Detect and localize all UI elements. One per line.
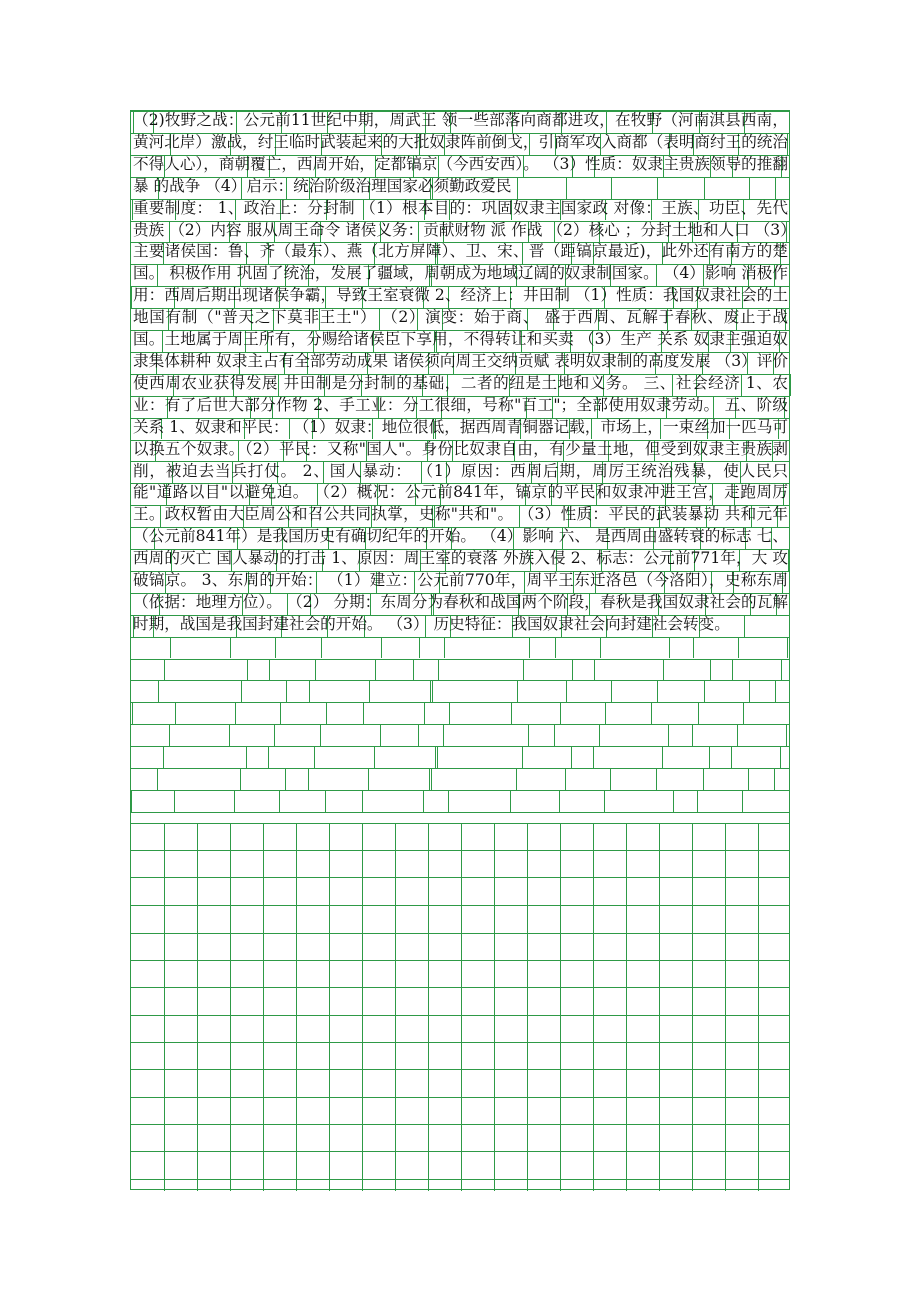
grid-line (559, 790, 560, 812)
grid-line (240, 768, 241, 790)
grid-line (235, 702, 236, 724)
grid-line (787, 637, 788, 659)
grid-line (363, 702, 364, 724)
grid-line (565, 768, 566, 790)
grid-line (527, 823, 528, 1191)
grid-line (438, 659, 439, 681)
grid-line (663, 659, 664, 681)
grid-line (668, 724, 669, 746)
grid-line (326, 702, 327, 724)
grid-line (731, 746, 732, 768)
grid-line (368, 768, 369, 790)
grid-line (308, 768, 309, 790)
grid-line (697, 790, 698, 812)
grid-line (692, 823, 693, 1191)
grid-line (786, 724, 787, 746)
grid-line (790, 374, 791, 396)
grid-line (443, 724, 444, 746)
grid-line (329, 823, 330, 1191)
grid-line (788, 549, 789, 571)
grid-line (704, 680, 705, 702)
grid-line (789, 461, 790, 483)
grid-line (230, 637, 231, 659)
grid-line (131, 790, 789, 791)
grid-line (163, 746, 164, 768)
grid-line (247, 659, 248, 681)
grid-line (131, 680, 789, 681)
grid-line (651, 702, 652, 724)
grid-line (593, 823, 594, 1191)
grid-line (419, 637, 420, 659)
grid-line (554, 724, 555, 746)
grid-line (611, 680, 612, 702)
grid-line (748, 768, 749, 790)
paragraph-muye-battle: （2)牧野之战：公元前11世纪中期，周武王 领一些部落向商都进攻，在牧野（河南淇县西南，黄河北岸）激战，纣王临时武装起来的大批奴隶阵前倒戈，引商军攻入商都（表明商纣王的统治不得人心），商朝覆亡，西周开始，定都镐京（今西安西）。 （3）性质：奴隶主贵族领导的推翻暴 的战争 （4）启示：统治阶级治理国家必须勤政爱民 (133, 111, 788, 195)
grid-line (725, 823, 726, 1191)
grid-line (435, 746, 436, 768)
grid-line (174, 790, 175, 812)
grid-line (132, 702, 133, 724)
grid-line (599, 724, 600, 746)
grid-line (657, 680, 658, 702)
grid-line (572, 659, 573, 681)
grid-line (626, 823, 627, 1191)
grid-line (444, 637, 445, 659)
grid-line (529, 637, 530, 659)
grid-line (703, 768, 704, 790)
grid-line (157, 768, 158, 790)
grid-line (309, 680, 310, 702)
grid-line (131, 286, 132, 308)
grid-line (522, 746, 523, 768)
grid-line (605, 702, 606, 724)
grid-line (131, 768, 789, 769)
grid-line (662, 746, 663, 768)
grid-line (429, 768, 430, 790)
grid-line (275, 637, 276, 659)
grid-line (230, 823, 231, 1191)
grid-line (374, 746, 375, 768)
grid-line (511, 702, 512, 724)
grid-line (279, 790, 280, 812)
grid-line (604, 790, 605, 812)
grid-line (449, 702, 450, 724)
grid-line (775, 680, 776, 702)
grid-line (510, 790, 511, 812)
grid-line (560, 823, 561, 1191)
grid-line (656, 768, 657, 790)
grid-line (673, 790, 674, 812)
grid-line (362, 790, 363, 812)
grid-line (600, 637, 601, 659)
grid-line (593, 746, 594, 768)
grid-line (494, 823, 495, 1191)
document-body (133, 110, 788, 636)
grid-line (758, 823, 759, 1191)
grid-line (263, 823, 264, 1191)
grid-line (737, 724, 738, 746)
grid-line (431, 768, 432, 790)
grid-line (169, 724, 170, 746)
grid-line (594, 659, 595, 681)
empty-writing-grid (131, 823, 789, 1191)
grid-line (709, 746, 710, 768)
grid-line (742, 790, 743, 812)
grid-line (418, 724, 419, 746)
grid-line (269, 659, 270, 681)
grid-line (555, 637, 556, 659)
grid-line (659, 823, 660, 1191)
grid-line (423, 790, 424, 812)
grid-line (461, 823, 462, 1191)
paragraph-important-systems: 重要制度： 1、政治上：分封制 （1）根本目的：巩固奴隶主国家政 对像：王族、功臣、先代贵族 （2）内容 服从周王命令 诸侯义务：贡献财物 派 作战 （2）核心 ；分封土地和人口 （3）主要诸侯国：鲁、齐（最东）、燕（北方屏障）、卫、宋、晋（距镐京最近)，此外还有南方的楚国。 积极作用 巩固了统治，发展了疆域，周朝成为地域辽阔的奴隶制国家。 （4）影响 消极作用：西周后期出现诸侯争霸，导致王室衰微 2、经济上：井田制 （1）性质：我国奴隶社会的土地国有制（"普天之下莫非王土"） （2）演变：始于商、 盛于西周、瓦解于春秋、废止于战国。土地属于周王所有，分赐给诸侯臣下享用，不得转让和买卖 （3）生产 关系 奴隶主强迫奴隶集体耕种 奴隶主占有全部劳动成果 诸侯须向周王交纳贡赋 表明奴隶制的高度发展 （3）评价 使西周农业获得发展 井田制是分封制的基础，二者的纽是土地和义务。 三、社会经济 1、农业：有了后世大部分作物 2、手工业：分工很细，号称"百工"；全部使用奴隶劳动。 五、阶级关系 1、奴隶和平民： （1）奴隶：地位很低，据西周青铜器记载，市场上，一束丝加一匹马可以换五个奴隶。（2）平民：又称"国人"。身份比奴隶自由，有少量土地，但受到奴隶主贵族剥削，被迫去当兵打仗。 2、国人暴动： （1）原因：西周后期，周厉王统治残暴，使人民只能"道路以目"以避免迫。 （2）概况：公元前841年，镐京的平民和奴隶冲进王宫，走跑周厉王。政权暂由大臣周公和召公共同执掌，史称"共和"。 （3）性质：平民的武装暴动 共和元年（公元前841年）是我国历史有确切纪年的开始。 （4）影响 六、 是西周由盛转衰的标志 七、西周的灭亡 国人暴动的打击 1、原因：周王室的衰落 外族入侵 2、标志：公元前771年，大 攻破镐京。 3、东周的开始： （1）建立：公元前770年，周平王东迁洛邑（今洛阳），史称东周（依据：地理方位）。 （2） 分期：东周分为春秋和战国两个阶段，春秋是我国奴隶社会的瓦解时期，战国是我国封建社会的开始。 （3） 历史特征：我国奴隶社会向封建社会转变。 (133, 198, 789, 633)
grid-line (428, 823, 429, 1191)
grid-line (131, 746, 789, 747)
grid-line (698, 702, 699, 724)
grid-line (781, 659, 782, 681)
grid-line (566, 680, 567, 702)
grid-line (315, 659, 316, 681)
grid-line (234, 790, 235, 812)
grid-line (131, 790, 132, 812)
grid-line (175, 702, 176, 724)
grid-line (774, 768, 775, 790)
grid-line (280, 702, 281, 724)
grid-line (320, 724, 321, 746)
grid-line (268, 746, 269, 768)
grid-line (516, 768, 517, 790)
grid-line (362, 823, 363, 1191)
grid-line (523, 659, 524, 681)
grid-line (669, 637, 670, 659)
grid-line (380, 724, 381, 746)
grid-line (780, 746, 781, 768)
grid-line (381, 637, 382, 659)
grid-line (164, 659, 165, 681)
grid-line (432, 680, 433, 702)
grid-line (424, 702, 425, 724)
grid-line (413, 659, 414, 681)
grid-line (375, 659, 376, 681)
grid-line (197, 823, 198, 1191)
grid-line (274, 724, 275, 746)
grid-line (286, 680, 287, 702)
grid-line (560, 702, 561, 724)
grid-line (693, 637, 694, 659)
grid-line (517, 680, 518, 702)
grid-line (571, 746, 572, 768)
grid-line (131, 812, 789, 813)
grid-line (738, 637, 739, 659)
grid-line (241, 680, 242, 702)
grid-line (437, 746, 438, 768)
grid-line (170, 637, 171, 659)
grid-line (692, 724, 693, 746)
grid-line (321, 637, 322, 659)
grid-line (743, 702, 744, 724)
grid-line (246, 746, 247, 768)
grid-line (749, 680, 750, 702)
grid-line (229, 724, 230, 746)
grid-line (710, 659, 711, 681)
grid-line (448, 790, 449, 812)
grid-line (430, 680, 431, 702)
grid-line (296, 823, 297, 1191)
grid-line (528, 724, 529, 746)
grid-line (325, 790, 326, 812)
grid-line (369, 680, 370, 702)
grid-line (285, 768, 286, 790)
grid-line (610, 768, 611, 790)
grid-line (164, 823, 165, 1191)
grid-line (732, 659, 733, 681)
grid-line (314, 746, 315, 768)
grid-line (395, 823, 396, 1191)
grid-line (131, 659, 789, 660)
grid-line (158, 680, 159, 702)
grid-line (131, 702, 789, 703)
